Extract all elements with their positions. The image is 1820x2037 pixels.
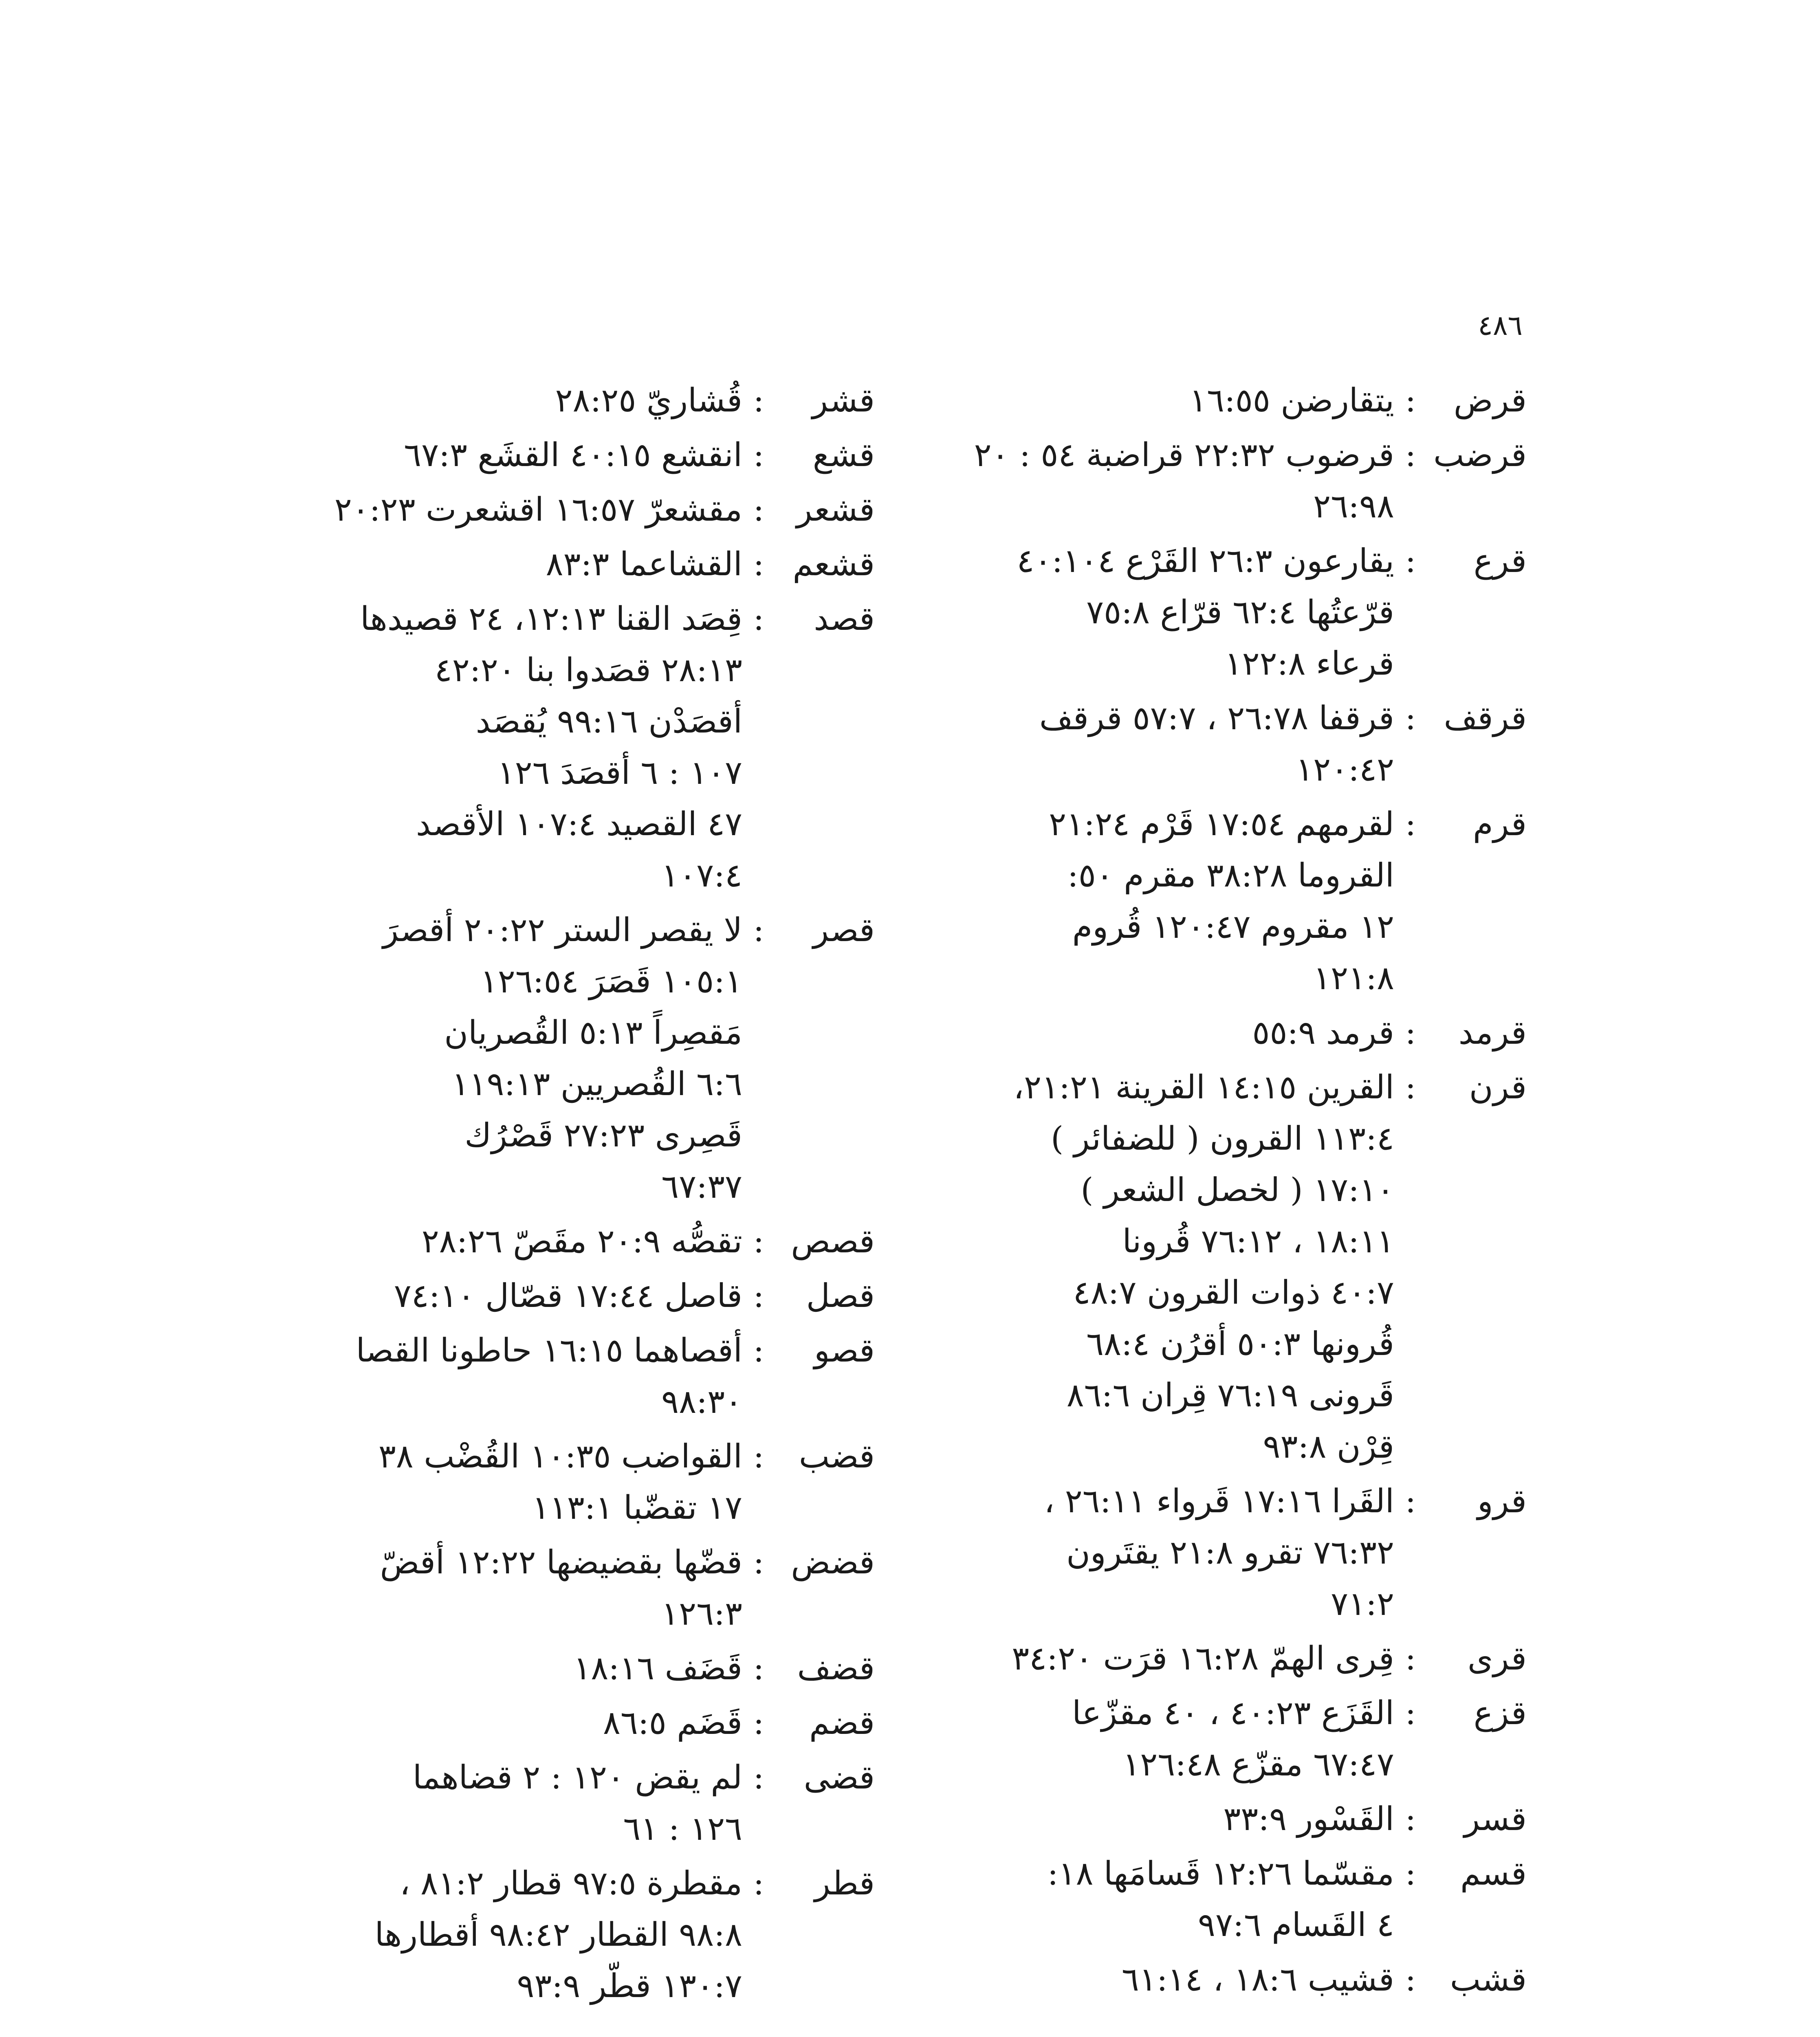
reference-line: قضّها بقضيضها ١٢:٢٢ أقضّ xyxy=(380,1543,742,1581)
reference-line: ١٢٦ : ٦١ xyxy=(623,1810,742,1848)
entry-root: قطر xyxy=(814,1864,875,1902)
entry-root: قرقف xyxy=(1444,699,1527,737)
entry-root: قضى xyxy=(803,1758,875,1796)
entry-separator: : xyxy=(1405,1854,1416,1892)
reference-line: قُشاريّ ٢٨:٢٥ xyxy=(555,381,742,419)
index-entry xyxy=(215,429,875,481)
entry-references xyxy=(867,1633,1394,1684)
entry-references xyxy=(867,1062,1394,1472)
index-entry xyxy=(215,539,875,590)
index-entry xyxy=(867,1062,1527,1472)
reference-line: مقسّما ١٢:٢٦ قَسامَها ١٨: xyxy=(1047,1854,1394,1892)
entry-root: قشعم xyxy=(792,545,875,583)
reference-line: قرّعتُها ٦٢:٤ قرّاع ٧٥:٨ xyxy=(1086,593,1394,631)
entry-separator: : xyxy=(753,381,764,419)
reference-line: القَزَع ٤٠:٢٣ ، ٤٠ مقزّعا xyxy=(1072,1694,1394,1732)
index-entry xyxy=(215,593,875,901)
entry-references xyxy=(867,1007,1394,1058)
index-entry xyxy=(867,693,1527,795)
reference-line: أقصاهما ١٦:١٥ حاطونا القصا xyxy=(356,1331,742,1369)
entry-separator: : xyxy=(753,1543,764,1581)
entry-references xyxy=(215,1537,742,1639)
entry-root: قشع xyxy=(812,436,875,474)
entry-references xyxy=(867,1793,1394,1845)
index-entry xyxy=(867,1633,1527,1684)
entry-references xyxy=(215,1325,742,1428)
reference-line: ١٧ تقضّبا ١١٣:١ xyxy=(532,1489,742,1527)
entry-separator: : xyxy=(1405,1639,1416,1677)
reference-line: القواضب ١٠:٣٥ القُضْب ٣٨ xyxy=(378,1437,742,1475)
entry-separator: : xyxy=(1405,542,1416,580)
entry-root: قصص xyxy=(791,1222,875,1260)
reference-line: ١٢٦:٣ xyxy=(661,1595,742,1632)
entry-root: قصل xyxy=(806,1277,875,1315)
entry-references xyxy=(215,1858,742,2012)
entry-separator: : xyxy=(753,1758,764,1796)
entry-references xyxy=(867,1954,1394,2005)
entry-root: قرض xyxy=(1453,381,1527,419)
entry-separator: : xyxy=(753,545,764,583)
index-entry xyxy=(867,1848,1527,1951)
entry-separator: : xyxy=(1405,1068,1416,1106)
entry-root: قصد xyxy=(814,600,875,638)
reference-line: قَضَم ٨٦:٥ xyxy=(603,1704,742,1742)
entry-references xyxy=(215,1643,742,1694)
reference-line: لا يقصر الستر ٢٠:٢٢ أقصرَ xyxy=(383,911,742,949)
entry-references xyxy=(867,1848,1394,1951)
entry-root: قضب xyxy=(799,1437,875,1475)
reference-line: ٦٧:٤٧ مقزّع ١٢٦:٤٨ xyxy=(1122,1745,1394,1783)
reference-line: ٩٨:٨ القطار ٩٨:٤٢ أقطارها xyxy=(374,1916,742,1953)
reference-line: ٧١:٢ xyxy=(1331,1585,1394,1623)
index-entry xyxy=(867,1687,1527,1790)
entry-root: قضف xyxy=(797,1649,875,1687)
entry-references xyxy=(215,1752,742,1854)
entry-root: قصو xyxy=(814,1331,875,1369)
entry-separator: : xyxy=(753,491,764,528)
reference-line: مقطرة ٩٧:٥ قطار ٨١:٢ ، xyxy=(399,1864,742,1902)
reference-line: قَصِرى ٢٧:٢٣ قَصْرُك xyxy=(464,1116,742,1154)
entry-separator: : xyxy=(1405,1694,1416,1732)
index-entry xyxy=(215,1431,875,1533)
reference-line: تقصُّه ٢٠:٩ مقَصّ ٢٨:٢٦ xyxy=(421,1222,742,1260)
entry-root: قشعر xyxy=(796,491,875,528)
entry-references xyxy=(215,904,742,1212)
reference-line: ٧٦:٣٢ تقرو ٢١:٨ يقتَرون xyxy=(1066,1533,1394,1571)
index-entry xyxy=(867,1954,1527,2005)
reference-line: ١٨:١١ ، ٧٦:١٢ قُرونا xyxy=(1122,1222,1394,1260)
reference-line: يتقارضن ١٦:٥٥ xyxy=(1189,381,1394,419)
reference-line: مقشعرّ ١٦:٥٧ اقشعرت ٢٠:٢٣ xyxy=(334,491,742,528)
entry-references xyxy=(215,1697,742,1749)
entry-root: قرمد xyxy=(1458,1014,1527,1051)
index-entry xyxy=(215,375,875,426)
index-entry xyxy=(215,1752,875,1854)
reference-line: ١٧:١٠ ( لخصل الشعر ) xyxy=(1081,1171,1394,1209)
reference-line: قِرْن ٩٣:٨ xyxy=(1263,1428,1394,1465)
entry-root: قرع xyxy=(1473,542,1527,580)
reference-line: ١١٣:٤ القرون ( للضفائر ) xyxy=(1050,1120,1394,1157)
index-entry xyxy=(215,1643,875,1694)
reference-line: ١٣٠:٧ قطّر ٩٣:٩ xyxy=(517,1967,742,2005)
reference-line: لقرمهم ١٧:٥٤ قَرْم ٢١:٢٤ xyxy=(1049,805,1394,843)
reference-line: قرقفا ٢٦:٧٨ ، ٥٧:٧ قرقف xyxy=(1039,699,1394,737)
entry-references xyxy=(867,375,1394,426)
index-entry xyxy=(215,1537,875,1639)
reference-line: ١٢١:٨ xyxy=(1313,959,1394,997)
reference-line: ٦٧:٣٧ xyxy=(661,1168,742,1205)
reference-line: أقصَدْن ٩٩:١٦ يُقصَد xyxy=(475,702,742,740)
right-column xyxy=(867,375,1527,2008)
entry-root: قرن xyxy=(1469,1068,1527,1106)
entry-root: قرضب xyxy=(1433,436,1527,474)
entry-separator: : xyxy=(753,1649,764,1687)
left-column xyxy=(215,375,875,2015)
reference-line: قِصَد القنا ١٢:١٣، ٢٤ قصيدها xyxy=(360,600,742,638)
index-entry xyxy=(867,535,1527,689)
reference-line: قاصل ١٧:٤٤ قصّال ٧٤:١٠ xyxy=(394,1277,742,1315)
reference-line: ٢٨:١٣ قصَدوا بنا ٤٢:٢٠ xyxy=(434,651,742,689)
reference-line: ١٠٧ : ٦ أقصَدَ ١٢٦ xyxy=(497,754,742,792)
entry-separator: : xyxy=(1405,699,1416,737)
entry-references xyxy=(867,693,1394,795)
entry-root: قزع xyxy=(1473,1694,1527,1732)
reference-line: ١٠٧:٤ xyxy=(661,856,742,894)
reference-line: قرمد ٥٥:٩ xyxy=(1252,1014,1394,1051)
reference-line: القَرا ١٧:١٦ قَرواء ٢٦:١١ ، xyxy=(1044,1482,1394,1520)
entry-separator: : xyxy=(753,436,764,474)
reference-line: قشيب ١٨:٦ ، ٦١:١٤ xyxy=(1121,1960,1394,1998)
entry-root: قرو xyxy=(1477,1482,1527,1520)
reference-line: قِرى الهمّ ١٦:٢٨ قرَت ٣٤:٢٠ xyxy=(1012,1639,1394,1677)
reference-line: ١٢ مقروم ١٢٠:٤٧ قُروم xyxy=(1072,908,1394,946)
reference-line: يقارعون ٢٦:٣ القَرْع ٤٠:١٠٤ xyxy=(1017,542,1394,580)
entry-separator: : xyxy=(1405,381,1416,419)
reference-line: لم يقض ١٢٠ : ٢ قضاهما xyxy=(412,1758,742,1796)
entry-references xyxy=(867,799,1394,1004)
entry-root: قشب xyxy=(1450,1960,1527,1998)
entry-root: قصر xyxy=(813,911,875,949)
entry-separator: : xyxy=(1405,1014,1416,1051)
reference-line: ٤٠:٧ ذوات القرون ٤٨:٧ xyxy=(1073,1274,1394,1311)
reference-line: ٦:٦ القُصريين ١١٩:١٣ xyxy=(451,1065,742,1103)
index-entry xyxy=(215,904,875,1212)
reference-line: القرين ١٤:١٥ القرينة ٢١:٢١، xyxy=(1013,1068,1394,1106)
entry-references xyxy=(867,429,1394,532)
entry-separator: : xyxy=(1405,436,1416,474)
reference-line: قرعاء ١٢٢:٨ xyxy=(1224,645,1394,682)
entry-separator: : xyxy=(1405,1960,1416,1998)
index-entry xyxy=(215,1858,875,2012)
entry-root: قشر xyxy=(812,381,875,419)
entry-separator: : xyxy=(753,911,764,949)
reference-line: قُرونها ٥٠:٣ أقرُن ٦٨:٤ xyxy=(1086,1325,1394,1363)
entry-references xyxy=(867,1476,1394,1630)
reference-line: ٩٨:٣٠ xyxy=(661,1383,742,1421)
entry-separator: : xyxy=(1405,805,1416,843)
reference-line: انقشع ٤٠:١٥ القشَع ٦٧:٣ xyxy=(404,436,742,474)
entry-references xyxy=(215,1270,742,1322)
reference-line: القروما ٣٨:٢٨ مقرم ٥٠: xyxy=(1067,856,1394,894)
entry-references xyxy=(215,1216,742,1267)
entry-root: قسر xyxy=(1464,1800,1527,1838)
entry-references xyxy=(215,539,742,590)
entry-references xyxy=(215,375,742,426)
entry-separator: : xyxy=(1405,1482,1416,1520)
index-entry xyxy=(867,799,1527,1004)
entry-separator: : xyxy=(753,1331,764,1369)
index-entry xyxy=(215,1697,875,1749)
index-entry xyxy=(867,1476,1527,1630)
entry-root: قضض xyxy=(791,1543,875,1581)
index-entry xyxy=(867,1007,1527,1058)
index-entry xyxy=(867,375,1527,426)
reference-line: ٤٧ القصيد ١٠٧:٤ الأقصد xyxy=(416,805,742,843)
index-entry xyxy=(215,1270,875,1322)
entry-root: قرم xyxy=(1473,805,1527,843)
page-number: ٤٨٦ xyxy=(1478,310,1523,342)
entry-separator: : xyxy=(753,1704,764,1742)
index-entry xyxy=(867,429,1527,532)
reference-line: ٢٦:٩٨ xyxy=(1313,487,1394,525)
reference-line: قَضَف ١٨:١٦ xyxy=(573,1649,742,1687)
entry-references xyxy=(215,1431,742,1533)
entry-root: قرى xyxy=(1468,1639,1527,1677)
entry-separator: : xyxy=(753,1864,764,1902)
reference-line: ٤ القَسام ٩٧:٦ xyxy=(1197,1906,1394,1944)
index-entry xyxy=(215,484,875,535)
entry-references xyxy=(215,593,742,901)
reference-line: القشاعما ٨٣:٣ xyxy=(546,545,742,583)
entry-references xyxy=(215,429,742,481)
reference-line: قرضوب ٢٢:٣٢ قراضبة ٥٤ : ٢٠ xyxy=(974,436,1394,474)
index-entry xyxy=(215,1216,875,1267)
entry-references xyxy=(867,1687,1394,1790)
reference-line: ١٢٠:٤٢ xyxy=(1296,750,1394,788)
entry-separator: : xyxy=(753,1222,764,1260)
entry-references xyxy=(867,535,1394,689)
reference-line: القَسْور ٣٣:٩ xyxy=(1223,1800,1394,1838)
entry-root: قضم xyxy=(809,1704,875,1742)
index-entry xyxy=(867,1793,1527,1845)
index-entry xyxy=(215,1325,875,1428)
reference-line: مَقصِراً ٥:١٣ القُصريان xyxy=(444,1014,742,1051)
entry-separator: : xyxy=(753,1437,764,1475)
entry-separator: : xyxy=(753,1277,764,1315)
entry-root: قسم xyxy=(1460,1854,1527,1892)
entry-separator: : xyxy=(1405,1800,1416,1838)
reference-line: ١٠٥:١ قَصَرَ ١٢٦:٥٤ xyxy=(480,962,742,1000)
reference-line: قَرونى ٧٦:١٩ قِران ٨٦:٦ xyxy=(1066,1376,1394,1414)
entry-separator: : xyxy=(753,600,764,638)
entry-references xyxy=(215,484,742,535)
